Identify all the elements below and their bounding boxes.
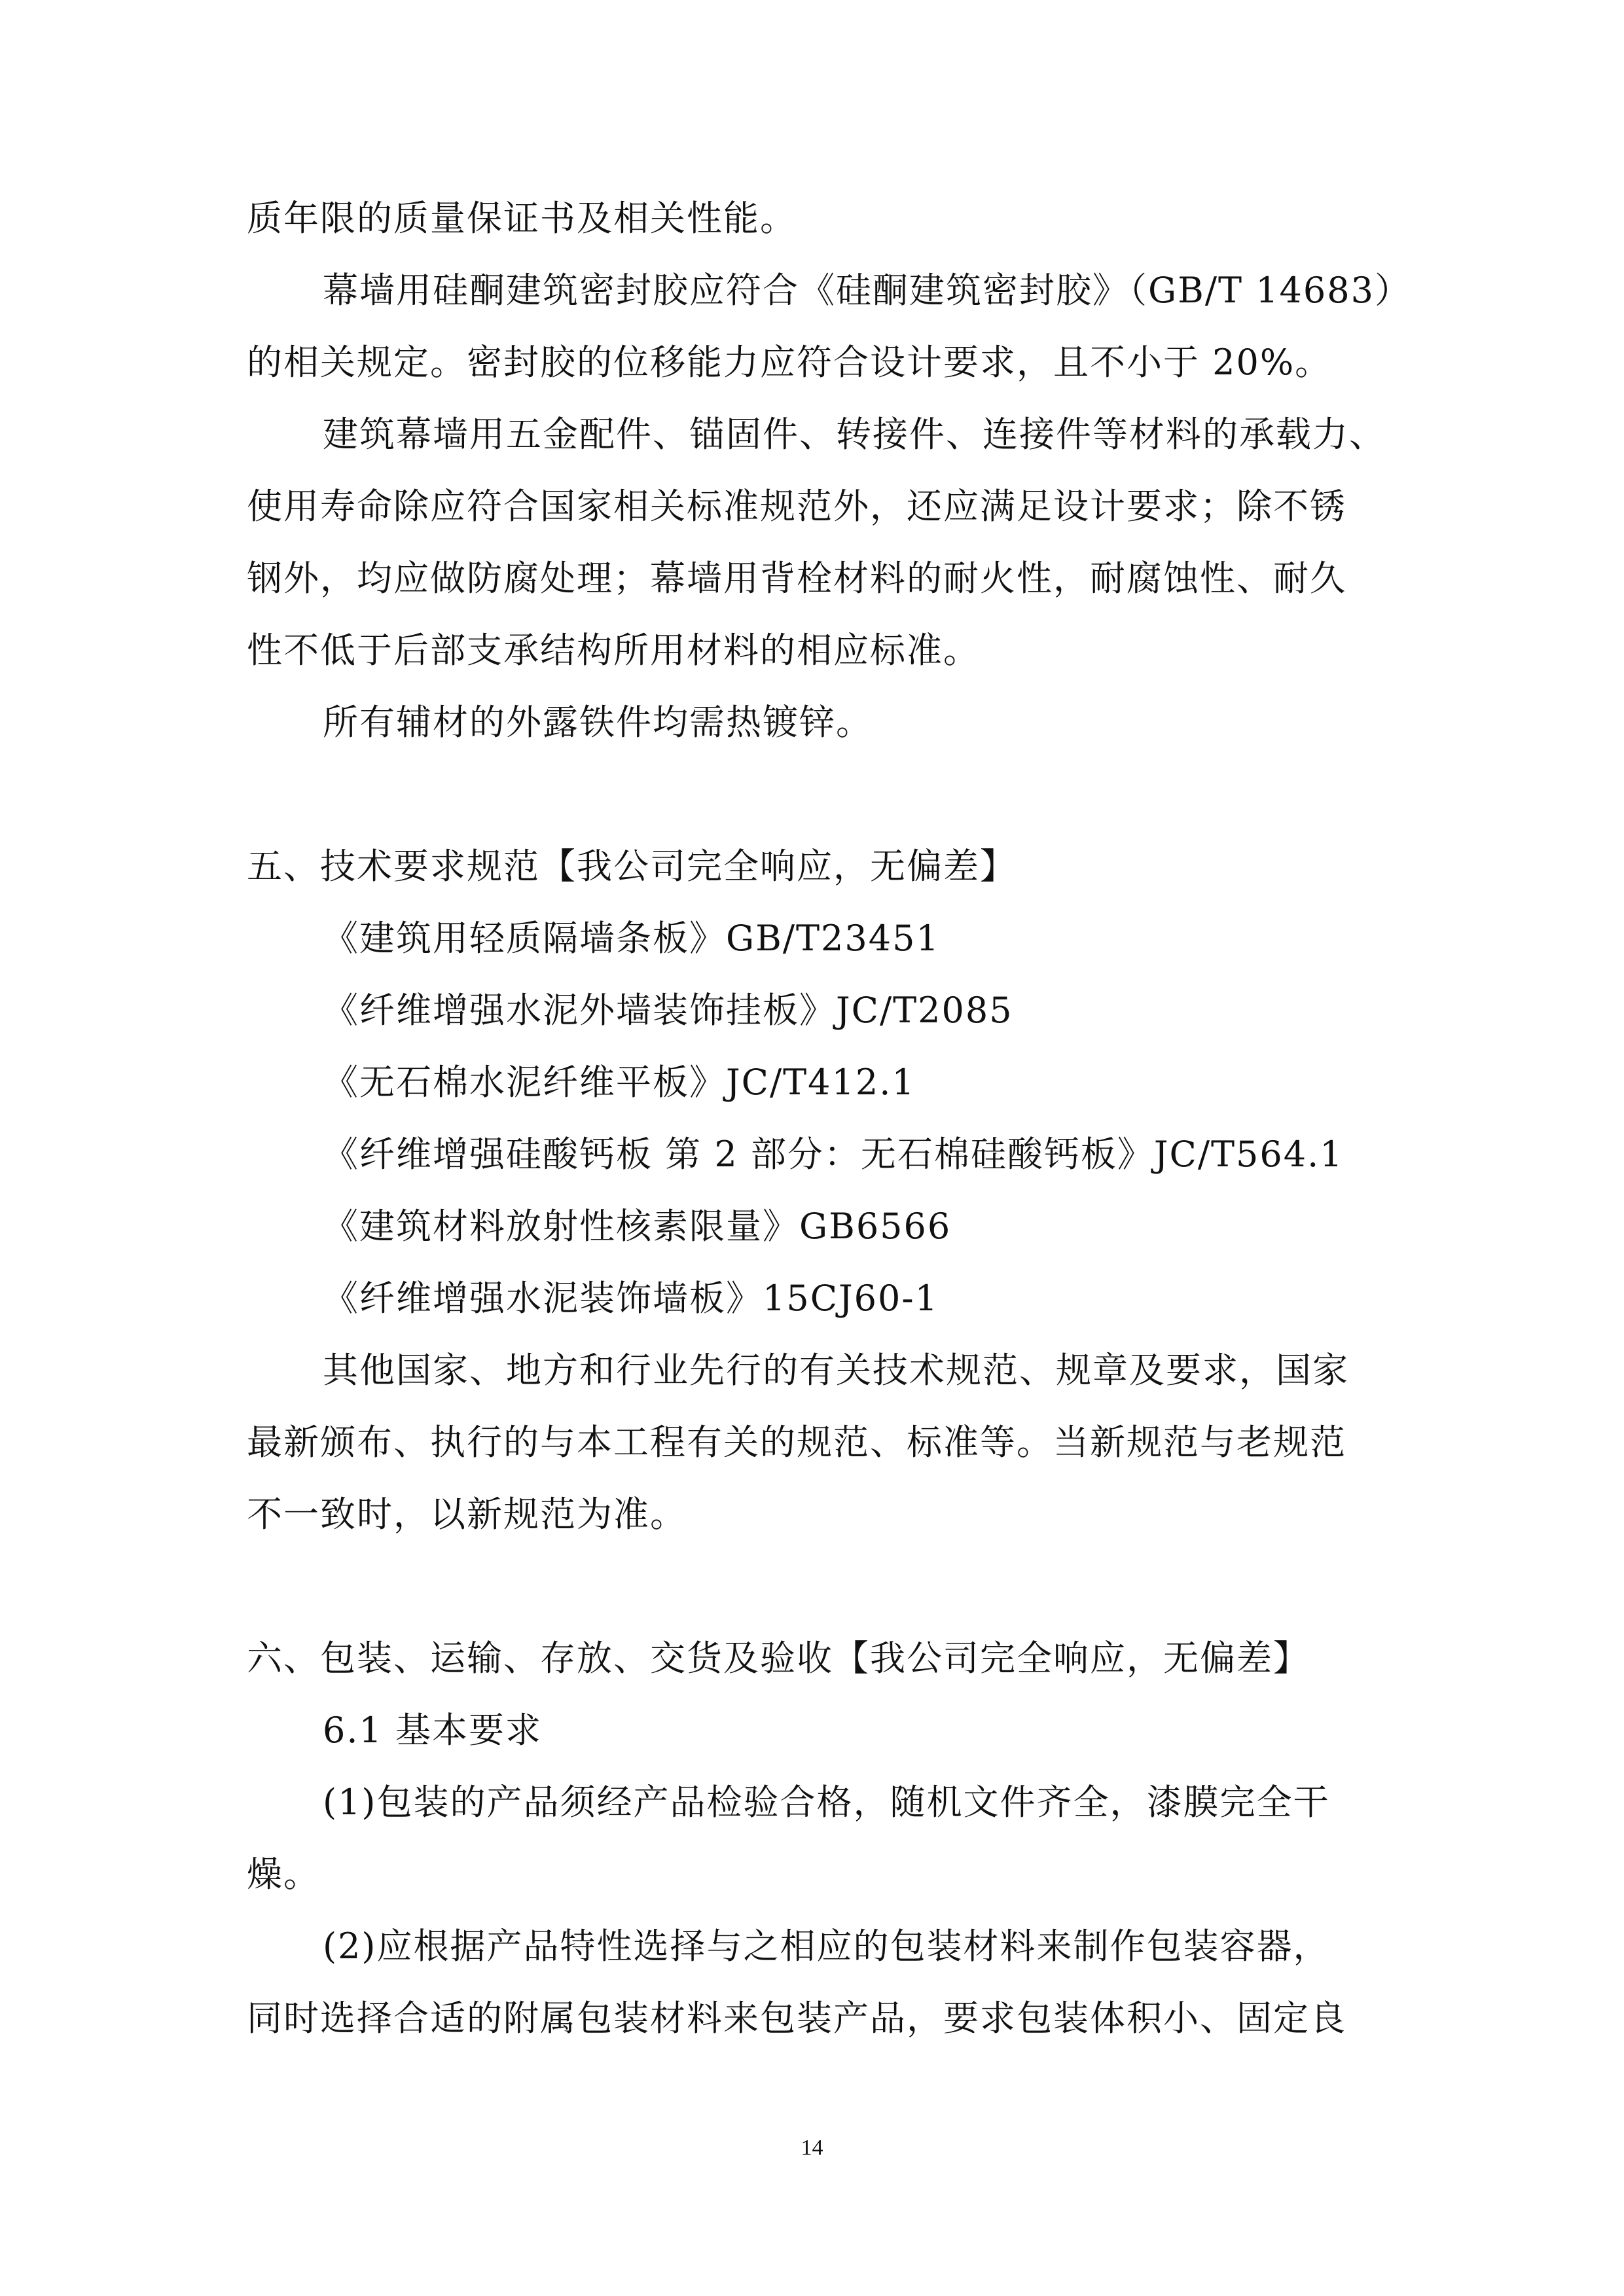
- standard-item: 《纤维增强水泥外墙装饰挂板》JC/T2085: [323, 990, 1013, 1031]
- paragraph-line: 使用寿命除应符合国家相关标准规范外，还应满足设计要求；除不锈: [247, 486, 1346, 527]
- paragraph-line: 性不低于后部支承结构所用材料的相应标准。: [247, 630, 980, 671]
- list-item-line: (1)包装的产品须经产品检验合格，随机文件齐全，漆膜完全干: [323, 1782, 1330, 1823]
- standard-item: 《纤维增强水泥装饰墙板》15CJ60-1: [323, 1278, 939, 1319]
- standard-item: 《纤维增强硅酸钙板 第 2 部分：无石棉硅酸钙板》JC/T564.1: [323, 1134, 1344, 1175]
- section-heading-5: 五、技术要求规范【我公司完全响应，无偏差】: [247, 846, 1017, 887]
- list-item-line: 燥。: [247, 1854, 320, 1895]
- subsection-heading: 6.1 基本要求: [323, 1710, 543, 1751]
- section-heading-6: 六、包装、运输、存放、交货及验收【我公司完全响应，无偏差】: [247, 1638, 1310, 1679]
- paragraph-line: 幕墙用硅酮建筑密封胶应符合《硅酮建筑密封胶》（GB/T 14683）: [323, 270, 1411, 311]
- paragraph-line: 最新颁布、执行的与本工程有关的规范、标准等。当新规范与老规范: [247, 1422, 1346, 1463]
- paragraph-line: 所有辅材的外露铁件均需热镀锌。: [323, 702, 873, 743]
- list-item-line: 同时选择合适的附属包装材料来包装产品，要求包装体积小、固定良: [247, 1998, 1346, 2039]
- page-number: 14: [801, 2136, 823, 2160]
- paragraph-line: 不一致时，以新规范为准。: [247, 1494, 687, 1535]
- list-item-line: (2)应根据产品特性选择与之相应的包装材料来制作包装容器，: [323, 1926, 1330, 1967]
- standard-item: 《建筑用轻质隔墙条板》GB/T23451: [323, 918, 940, 959]
- paragraph-line: 钢外，均应做防腐处理；幕墙用背栓材料的耐火性，耐腐蚀性、耐久: [247, 558, 1346, 599]
- paragraph-line: 质年限的质量保证书及相关性能。: [247, 198, 797, 239]
- paragraph-line: 的相关规定。密封胶的位移能力应符合设计要求，且不小于 20%。: [247, 342, 1332, 383]
- paragraph-line: 其他国家、地方和行业先行的有关技术规范、规章及要求，国家: [323, 1350, 1349, 1391]
- paragraph-line: 建筑幕墙用五金配件、锚固件、转接件、连接件等材料的承载力、: [323, 414, 1386, 455]
- standard-item: 《建筑材料放射性核素限量》GB6566: [323, 1206, 952, 1247]
- standard-item: 《无石棉水泥纤维平板》JC/T412.1: [323, 1062, 916, 1103]
